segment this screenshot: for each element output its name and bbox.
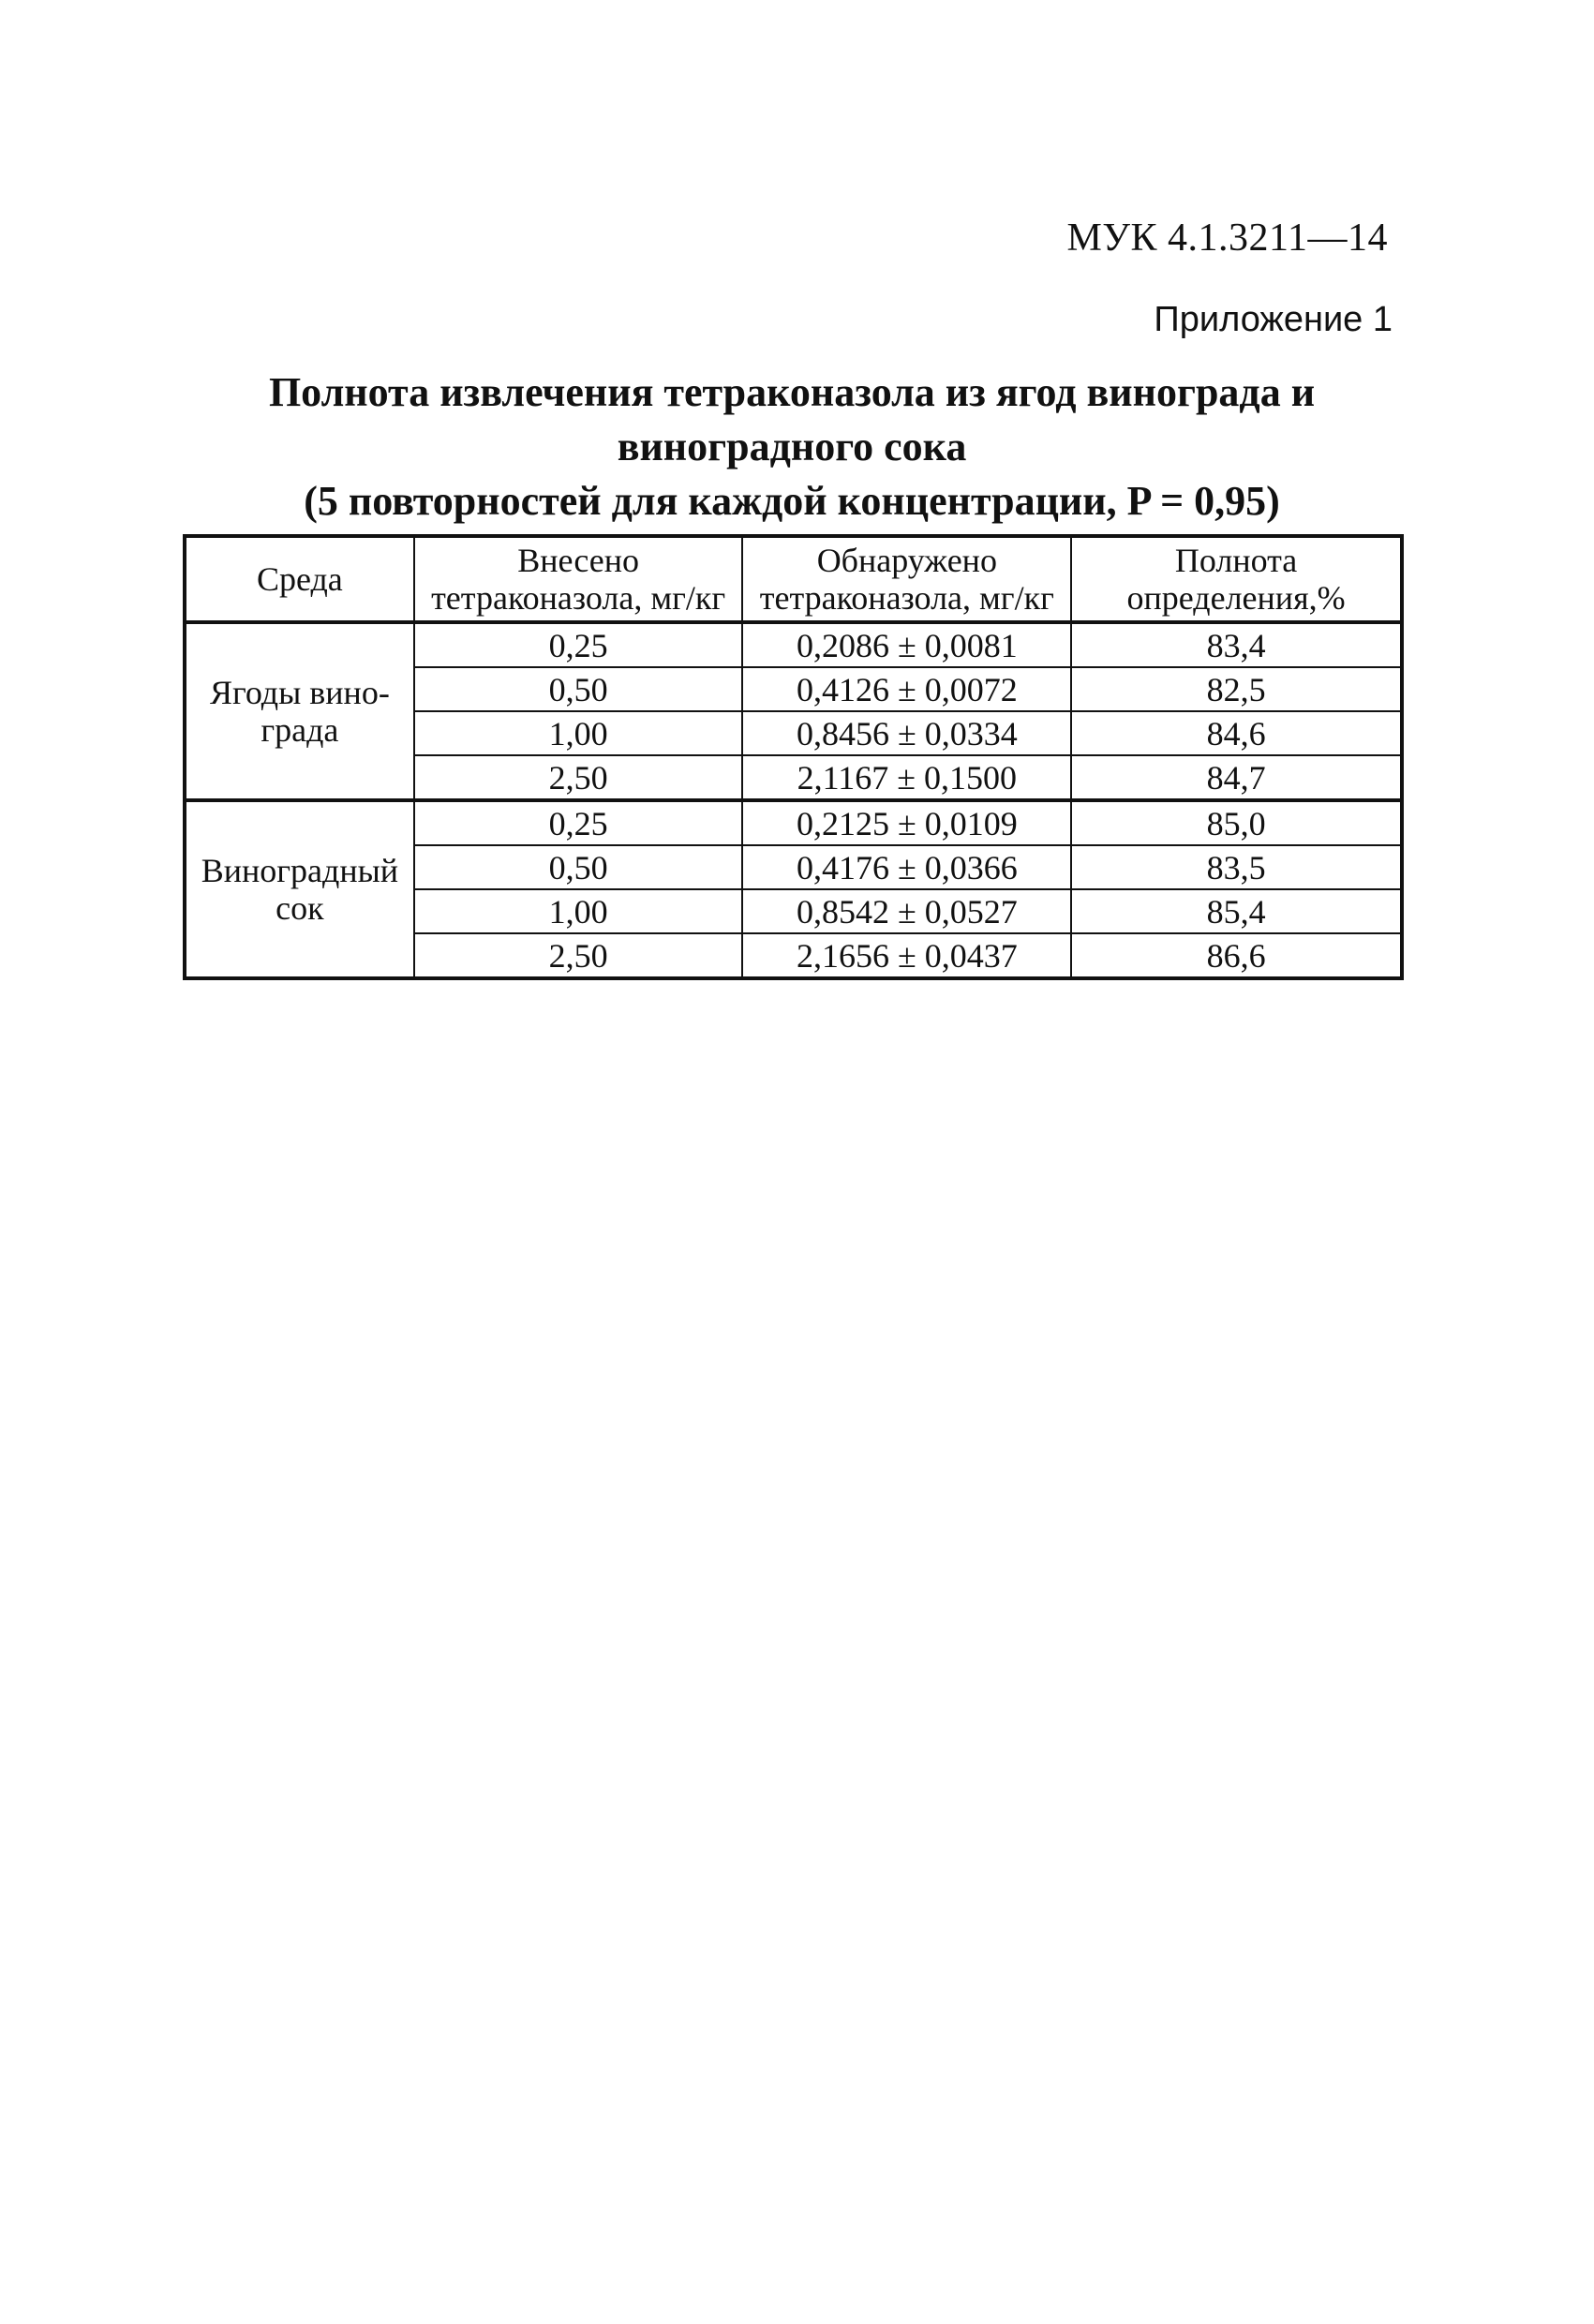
added-cell: 1,00 — [414, 711, 743, 755]
medium-cell: Виноградный сок — [185, 800, 414, 978]
title-line-1: Полнота извлечения тетраконазола из ягод винограда и — [268, 369, 1316, 415]
recovery-cell: 84,7 — [1071, 755, 1402, 800]
document-code: МУК 4.1.3211—14 — [1066, 216, 1388, 260]
added-cell: 0,50 — [414, 667, 743, 711]
table-row — [185, 622, 1402, 667]
added-cell: 0,50 — [414, 845, 743, 889]
header-added: Внесено тетраконазола, мг/кг — [414, 536, 743, 622]
recovery-cell: 83,5 — [1071, 845, 1402, 889]
found-cell: 0,8456 ± 0,0334 — [742, 711, 1071, 755]
found-cell: 0,4176 ± 0,0366 — [742, 845, 1071, 889]
added-cell: 2,50 — [414, 933, 743, 978]
recovery-cell: 82,5 — [1071, 667, 1402, 711]
found-cell: 0,2086 ± 0,0081 — [742, 622, 1071, 667]
added-cell: 2,50 — [414, 755, 743, 800]
header-recovery: Полнота определения,% — [1071, 536, 1402, 622]
found-cell: 0,2125 ± 0,0109 — [742, 800, 1071, 845]
group-grape-juice — [185, 800, 1402, 978]
added-cell: 0,25 — [414, 800, 743, 845]
recovery-cell: 84,6 — [1071, 711, 1402, 755]
recovery-cell: 85,4 — [1071, 889, 1402, 933]
header-found: Обнаружено тетраконазола, мг/кг — [742, 536, 1071, 622]
found-cell: 0,8542 ± 0,0527 — [742, 889, 1071, 933]
table-header-row — [185, 536, 1402, 622]
table-row — [185, 800, 1402, 845]
appendix-label: Приложение 1 — [1154, 300, 1393, 339]
title-line-3: (5 повторностей для каждой концентрации, P = 0,95) — [304, 478, 1280, 524]
found-cell: 2,1167 ± 0,1500 — [742, 755, 1071, 800]
found-cell: 2,1656 ± 0,0437 — [742, 933, 1071, 978]
recovery-cell: 83,4 — [1071, 622, 1402, 667]
found-cell: 0,4126 ± 0,0072 — [742, 667, 1071, 711]
added-cell: 0,25 — [414, 622, 743, 667]
medium-cell: Ягоды вино-града — [185, 622, 414, 800]
added-cell: 1,00 — [414, 889, 743, 933]
recovery-cell: 85,0 — [1071, 800, 1402, 845]
recovery-table — [183, 534, 1404, 980]
table-title — [183, 365, 1401, 529]
group-grape-berries — [185, 622, 1402, 800]
recovery-cell: 86,6 — [1071, 933, 1402, 978]
title-line-2: виноградного сока — [617, 424, 967, 469]
header-medium: Среда — [185, 536, 414, 622]
